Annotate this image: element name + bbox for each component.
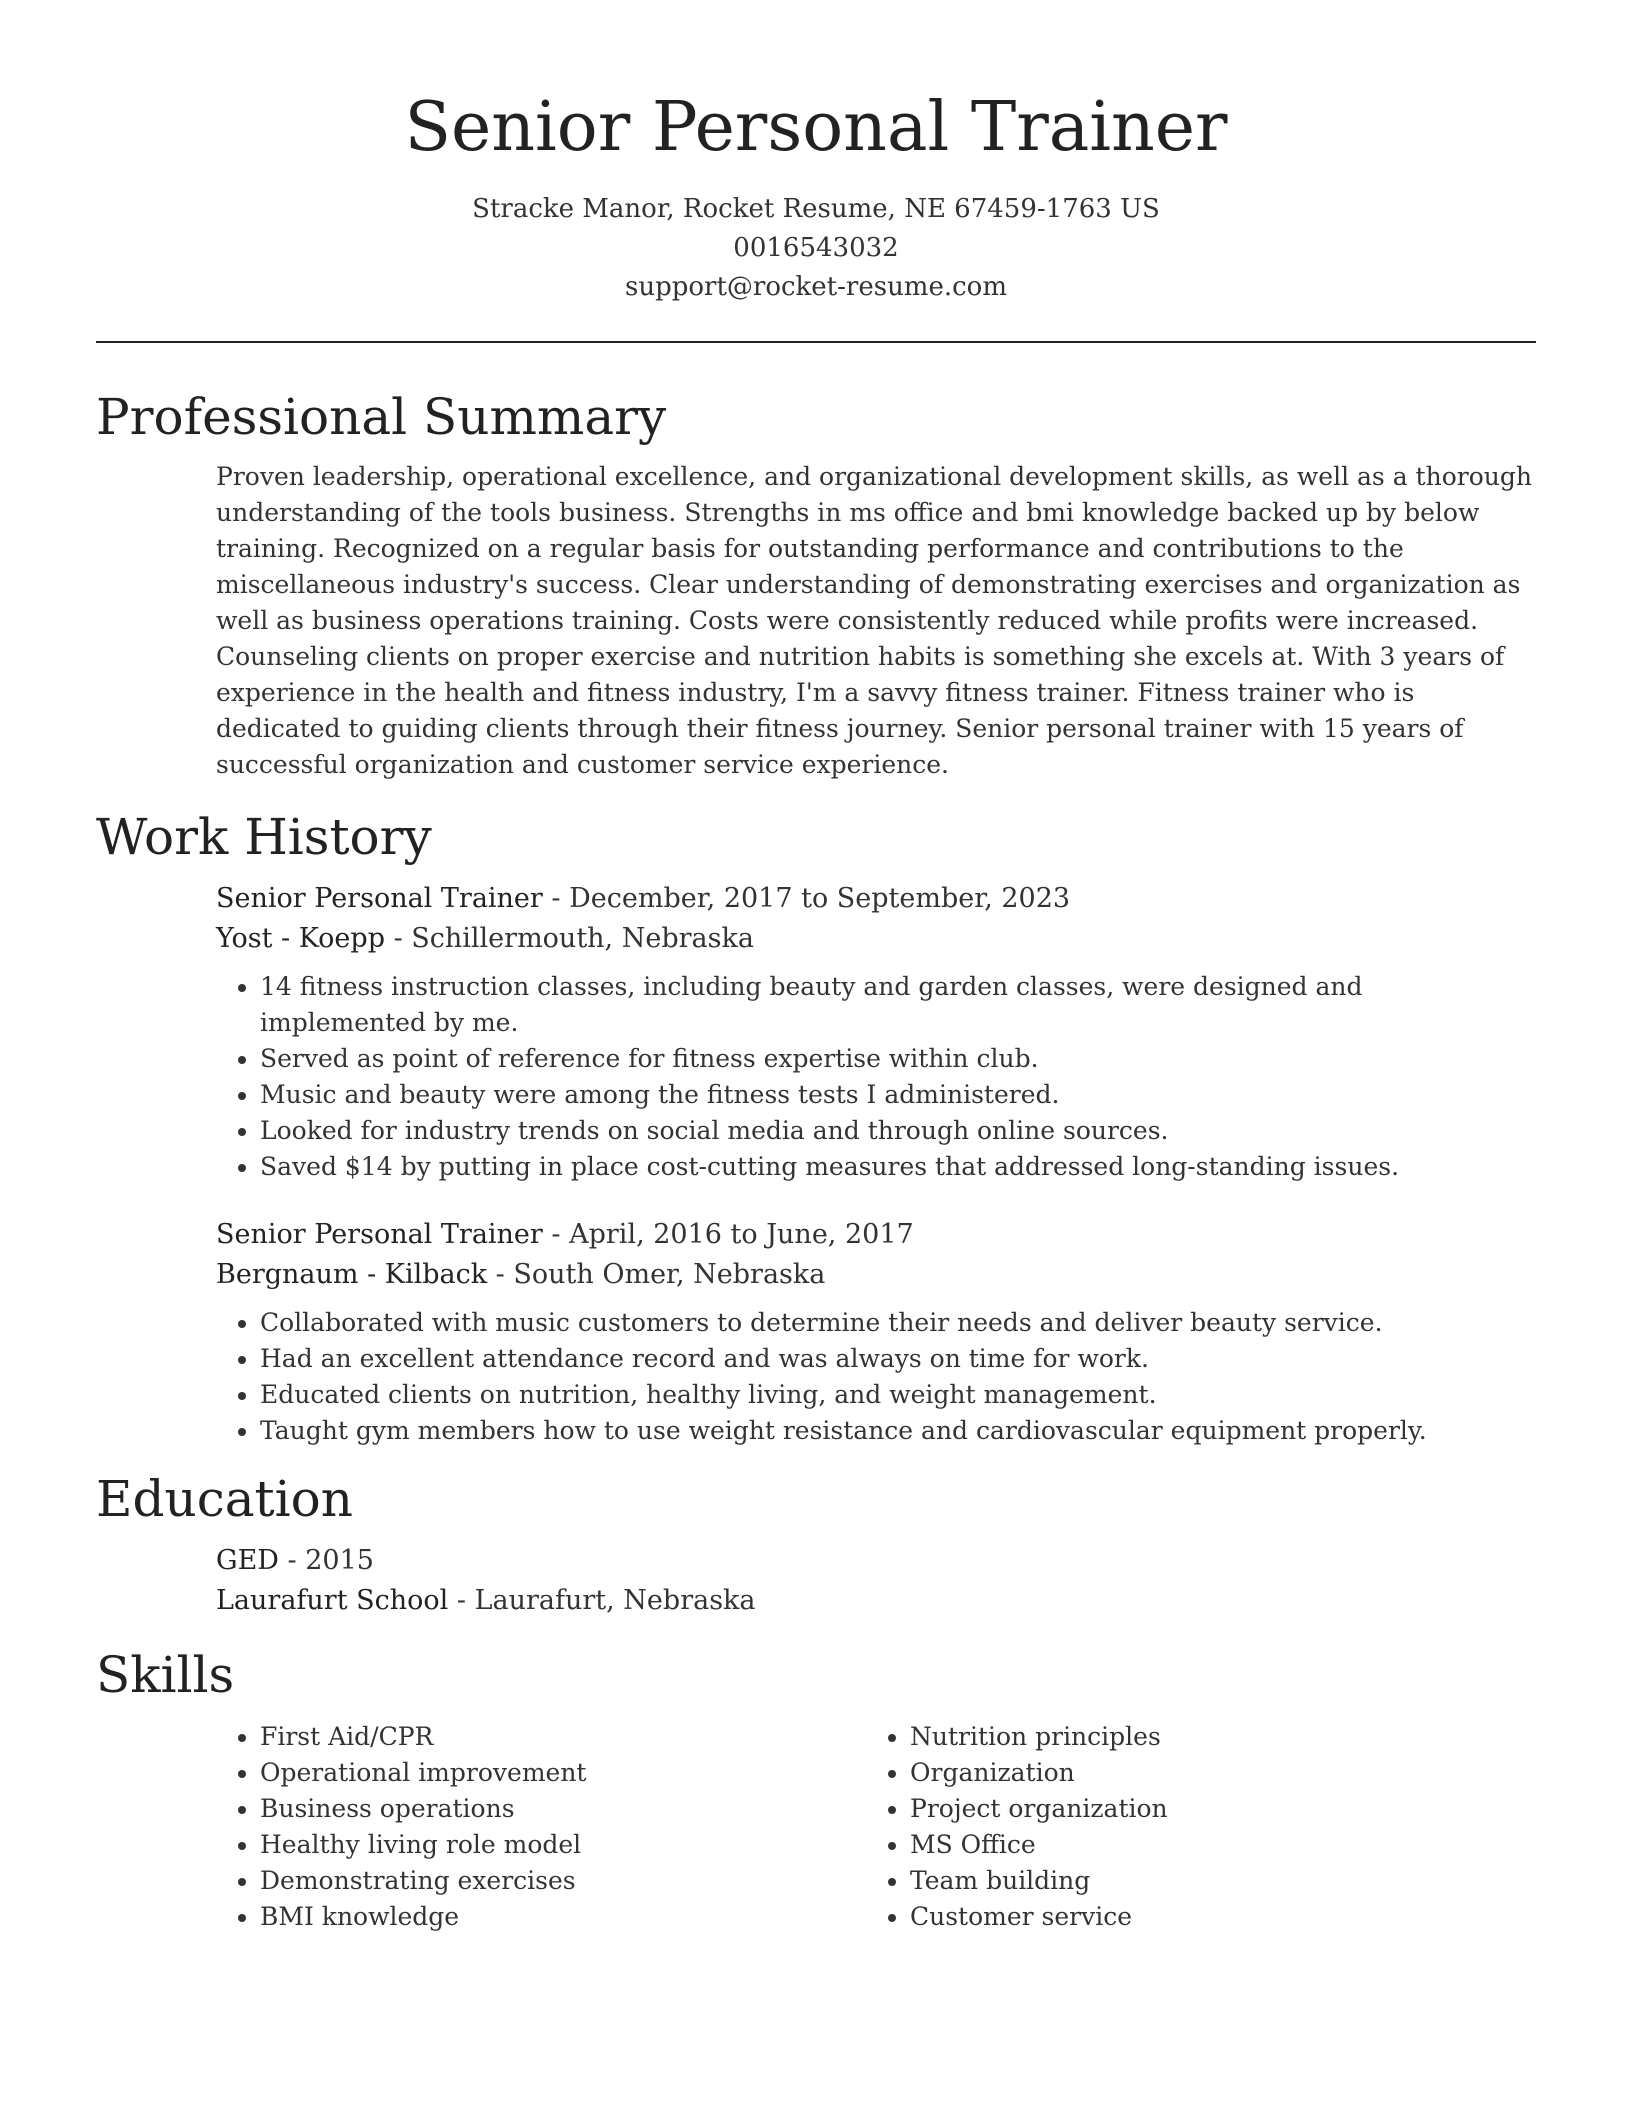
skills-column-left — [216, 1719, 866, 1935]
job-bullet: • Taught gym members how to use weight resistance and cardiovascular equipment properly. — [260, 1413, 1536, 1449]
school-line — [216, 1581, 1536, 1621]
job-location: - Schillermouth, Nebraska — [384, 923, 754, 954]
job-company: Yost - Koepp — [216, 923, 385, 954]
skill-item: • Customer service — [910, 1899, 1516, 1935]
work-history-section — [96, 805, 1536, 1449]
resume-header — [96, 0, 1536, 307]
skill-item: • BMI knowledge — [260, 1899, 866, 1935]
job-bullet: • Had an excellent attendance record and was always on time for work. — [260, 1341, 1536, 1377]
skill-item: • Nutrition principles — [910, 1719, 1516, 1755]
job-bullet: • Music and beauty were among the fitness tests I administered. — [260, 1077, 1536, 1113]
job-entry — [216, 879, 1536, 1185]
skill-item: • Team building — [910, 1863, 1516, 1899]
skills-list — [216, 1719, 866, 1935]
skills-grid — [96, 1719, 1536, 1935]
skill-item: • Demonstrating exercises — [260, 1863, 866, 1899]
skills-list — [866, 1719, 1516, 1935]
skill-item: • First Aid/CPR — [260, 1719, 866, 1755]
skill-item: • MS Office — [910, 1827, 1516, 1863]
degree-year: - 2015 — [278, 1545, 374, 1576]
degree: GED — [216, 1545, 279, 1576]
education-section — [96, 1467, 1536, 1621]
job-role: Senior Personal Trainer — [216, 1219, 543, 1250]
school-location: - Laurafurt, Nebraska — [448, 1585, 756, 1616]
summary-text: Proven leadership, operational excellence, and organizational development skills, as well as a thorough understanding of the tools business. Strengths in ms office and bmi knowledge backed up by below training. Recognized on a regular basis for outstanding performance and contributions to the miscellaneous industry's success. Clear understanding of demonstrating exercises and organization as well as business operations training. Costs were consistently reduced while profits were increased. Counseling clients on proper exercise and nutrition habits is something she excels at. With 3 years of experience in the health and fitness industry, I'm a savvy fitness trainer. Fitness trainer who is dedicated to guiding clients through their fitness journey. Senior personal trainer with 15 years of successful organization and customer service experience. — [216, 462, 1532, 779]
school-name: Laurafurt School — [216, 1585, 449, 1616]
job-title-line — [216, 1215, 1536, 1255]
skill-item: • Project organization — [910, 1791, 1516, 1827]
job-company-line — [216, 919, 1536, 959]
job-company-line — [216, 1255, 1536, 1295]
candidate-name: Senior Personal Trainer — [404, 88, 1228, 167]
summary-title: Professional Summary — [96, 388, 667, 446]
degree-line — [216, 1541, 1536, 1581]
job-bullet: • Collaborated with music customers to determine their needs and deliver beauty service. — [260, 1305, 1536, 1341]
job-dates: - December, 2017 to September, 2023 — [542, 883, 1071, 914]
skills-title: Skills — [96, 1646, 235, 1704]
job-dates: - April, 2016 to June, 2017 — [542, 1219, 914, 1250]
summary-section — [96, 385, 1536, 783]
header-divider — [96, 341, 1536, 343]
address: Stracke Manor, Rocket Resume, NE 67459-1763 US — [472, 194, 1160, 224]
job-bullets — [216, 969, 1536, 1185]
skill-item: • Business operations — [260, 1791, 866, 1827]
job-role: Senior Personal Trainer — [216, 883, 543, 914]
contact-block — [96, 190, 1536, 307]
job-company: Bergnaum - Kilback — [216, 1259, 488, 1290]
skill-item: • Operational improvement — [260, 1755, 866, 1791]
job-bullets — [216, 1305, 1536, 1449]
education-title: Education — [96, 1470, 353, 1528]
job-entry — [216, 1215, 1536, 1449]
job-bullet: • 14 fitness instruction classes, including beauty and garden classes, were designed and implemented by me. — [260, 969, 1536, 1041]
job-bullet: • Saved $14 by putting in place cost-cutting measures that addressed long-standing issues. — [260, 1149, 1536, 1185]
skills-section — [96, 1643, 1536, 1935]
job-title-line — [216, 879, 1536, 919]
email: support@rocket-resume.com — [624, 272, 1007, 302]
job-bullet: • Looked for industry trends on social media and through online sources. — [260, 1113, 1536, 1149]
phone: 0016543032 — [733, 233, 899, 263]
skill-item: • Organization — [910, 1755, 1516, 1791]
job-bullet: • Served as point of reference for fitness expertise within club. — [260, 1041, 1536, 1077]
skills-column-right — [866, 1719, 1516, 1935]
job-location: - South Omer, Nebraska — [487, 1259, 826, 1290]
job-bullet: • Educated clients on nutrition, healthy living, and weight management. — [260, 1377, 1536, 1413]
work-history-title: Work History — [96, 808, 432, 866]
skill-item: • Healthy living role model — [260, 1827, 866, 1863]
